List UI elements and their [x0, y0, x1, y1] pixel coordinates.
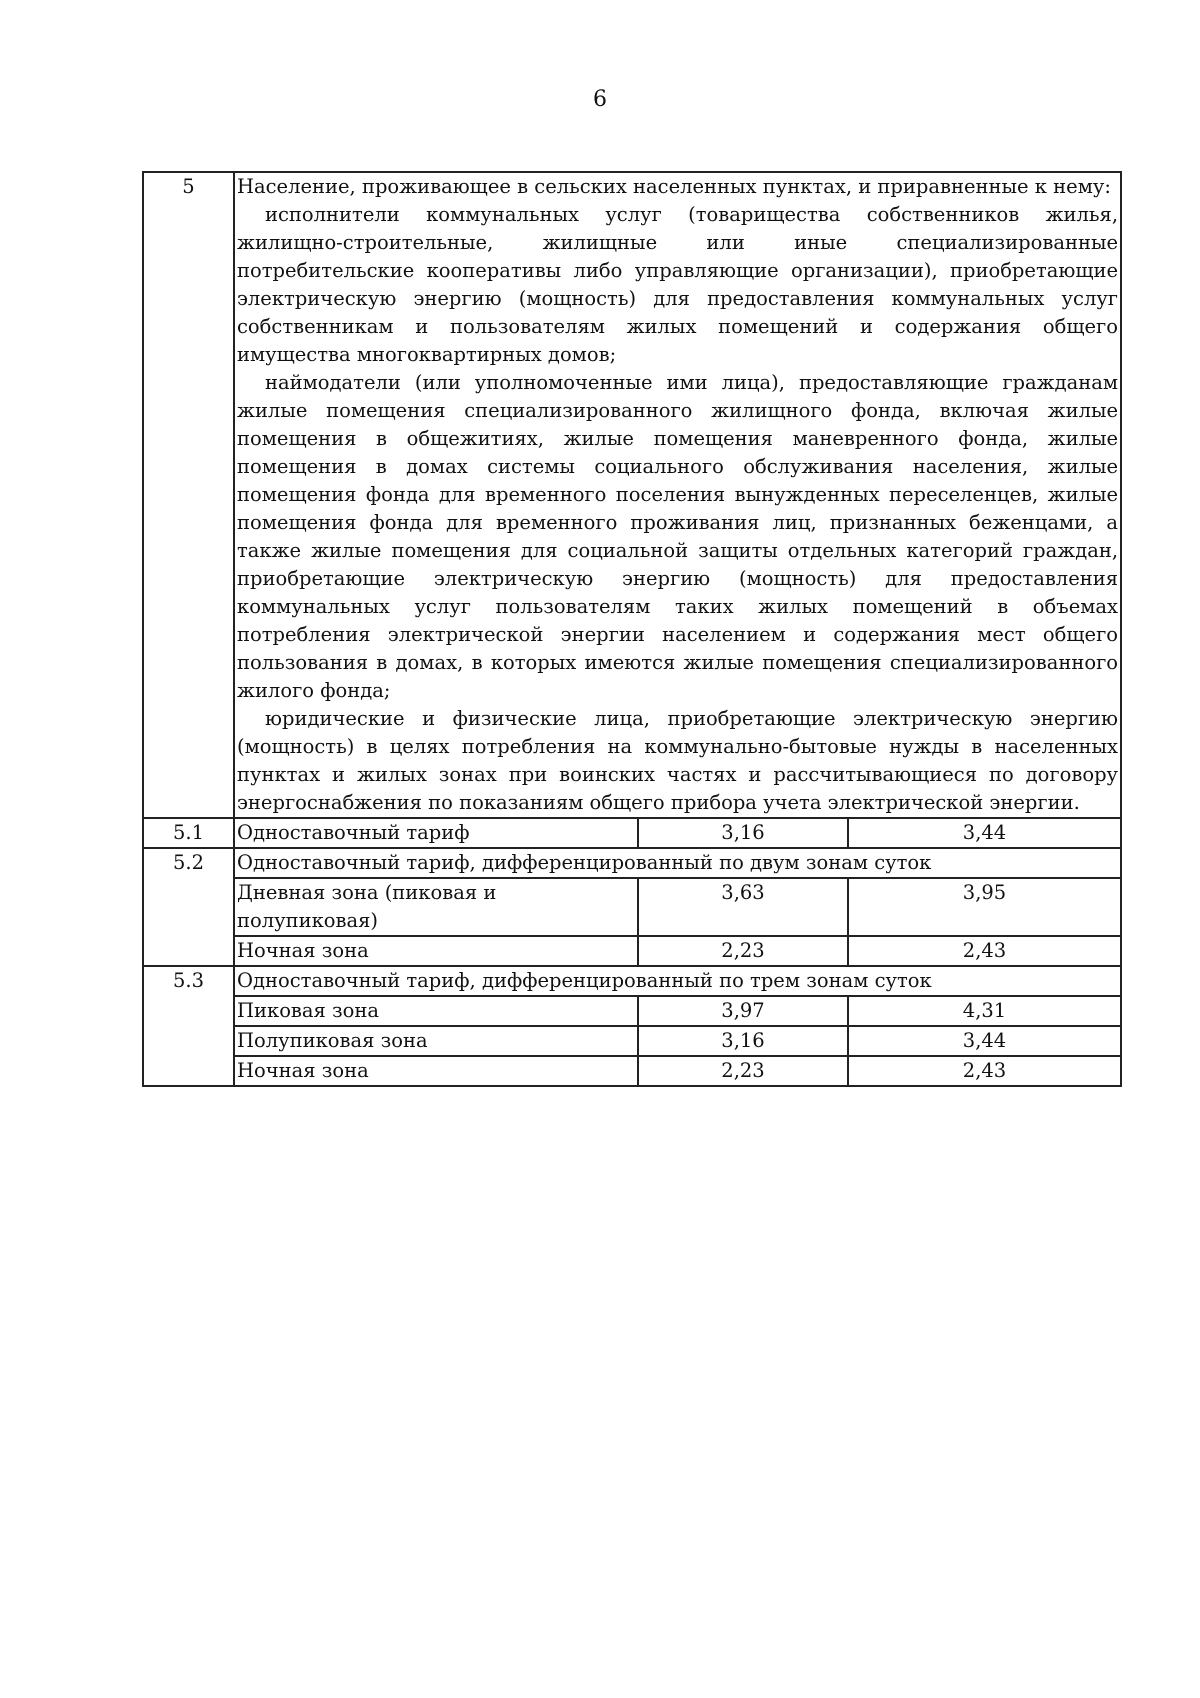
row-number: 5.1: [143, 818, 234, 848]
tariff-value-2: 2,43: [848, 1056, 1121, 1086]
tariff-value-1: 3,16: [638, 818, 848, 848]
table-row-5-1: [143, 818, 1121, 848]
row-name: Одноставочный тариф, дифференцированный по трем зонам суток: [234, 966, 1121, 996]
table-row-5-3-halfpeak: [143, 1026, 1121, 1056]
section-5-heading: Население, проживающее в сельских населенных пунктах, и приравненные к нему:: [237, 175, 1111, 198]
table-row-5-2-day: [143, 878, 1121, 936]
tariff-value-2: 2,43: [848, 936, 1121, 966]
tariff-value-1: 3,97: [638, 996, 848, 1026]
table-row-5-2-night: [143, 936, 1121, 966]
section-5-paragraph: исполнители коммунальных услуг (товарищества собственников жилья, жилищно-строительные, жилищные или иные специализированные потребительские кооперативы либо управляющие организации), приобретающие электрическую энергию (мощность) для предоставления коммунальных услуг собственникам и пользователям жилых помещений и содержания общего имущества многоквартирных домов;: [237, 203, 1119, 366]
section-5-paragraph: юридические и физические лица, приобретающие электрическую энергию (мощность) в целях потребления на коммунально-бытовые нужды в населенных пунктах и жилых зонах при воинских частях и рассчитывающиеся по договору энергоснабжения по показаниям общего прибора учета электрической энергии.: [237, 707, 1119, 814]
table-row-5-3-night: [143, 1056, 1121, 1086]
tariff-value-2: 4,31: [848, 996, 1121, 1026]
zone-name: Дневная зона (пиковая и полупиковая): [234, 878, 638, 936]
row-name: Одноставочный тариф: [234, 818, 638, 848]
table-row-5-2: [143, 848, 1121, 878]
tariff-table: [142, 171, 1122, 1087]
tariff-value-1: 2,23: [638, 1056, 848, 1086]
row-name: Одноставочный тариф, дифференцированный по двум зонам суток: [234, 848, 1121, 878]
zone-name: Полупиковая зона: [234, 1026, 638, 1056]
page-number: 6: [593, 87, 607, 112]
row-number: 5.3: [143, 966, 234, 1086]
tariff-value-2: 3,44: [848, 818, 1121, 848]
tariff-value-2: 3,44: [848, 1026, 1121, 1056]
zone-name: Ночная зона: [234, 1056, 638, 1086]
table-row-5-3-peak: [143, 996, 1121, 1026]
section-5-description: [234, 172, 1121, 818]
table-row-5-3: [143, 966, 1121, 996]
tariff-value-1: 3,63: [638, 878, 848, 936]
zone-name: Пиковая зона: [234, 996, 638, 1026]
tariff-value-1: 2,23: [638, 936, 848, 966]
tariff-value-2: 3,95: [848, 878, 1121, 936]
section-5-paragraph: наймодатели (или уполномоченные ими лица), предоставляющие гражданам жилые помещения специализированного жилищного фонда, включая жилые помещения в общежитиях, жилые помещения маневренного фонда, жилые помещения в домах системы социального обслуживания населения, жилые помещения фонда для временного поселения вынужденных переселенцев, жилые помещения фонда для временного проживания лиц, признанных беженцами, а также жилые помещения для социальной защиты отдельных категорий граждан, приобретающие электрическую энергию (мощность) для предоставления коммунальных услуг пользователям таких жилых помещений в объемах потребления электрической энергии населением и содержания мест общего пользования в домах, в которых имеются жилые помещения специализированного жилого фонда;: [237, 371, 1119, 702]
zone-name: Ночная зона: [234, 936, 638, 966]
row-number: 5.2: [143, 848, 234, 966]
table-row-section-5: [143, 172, 1121, 818]
row-number: 5: [143, 172, 234, 818]
tariff-value-1: 3,16: [638, 1026, 848, 1056]
